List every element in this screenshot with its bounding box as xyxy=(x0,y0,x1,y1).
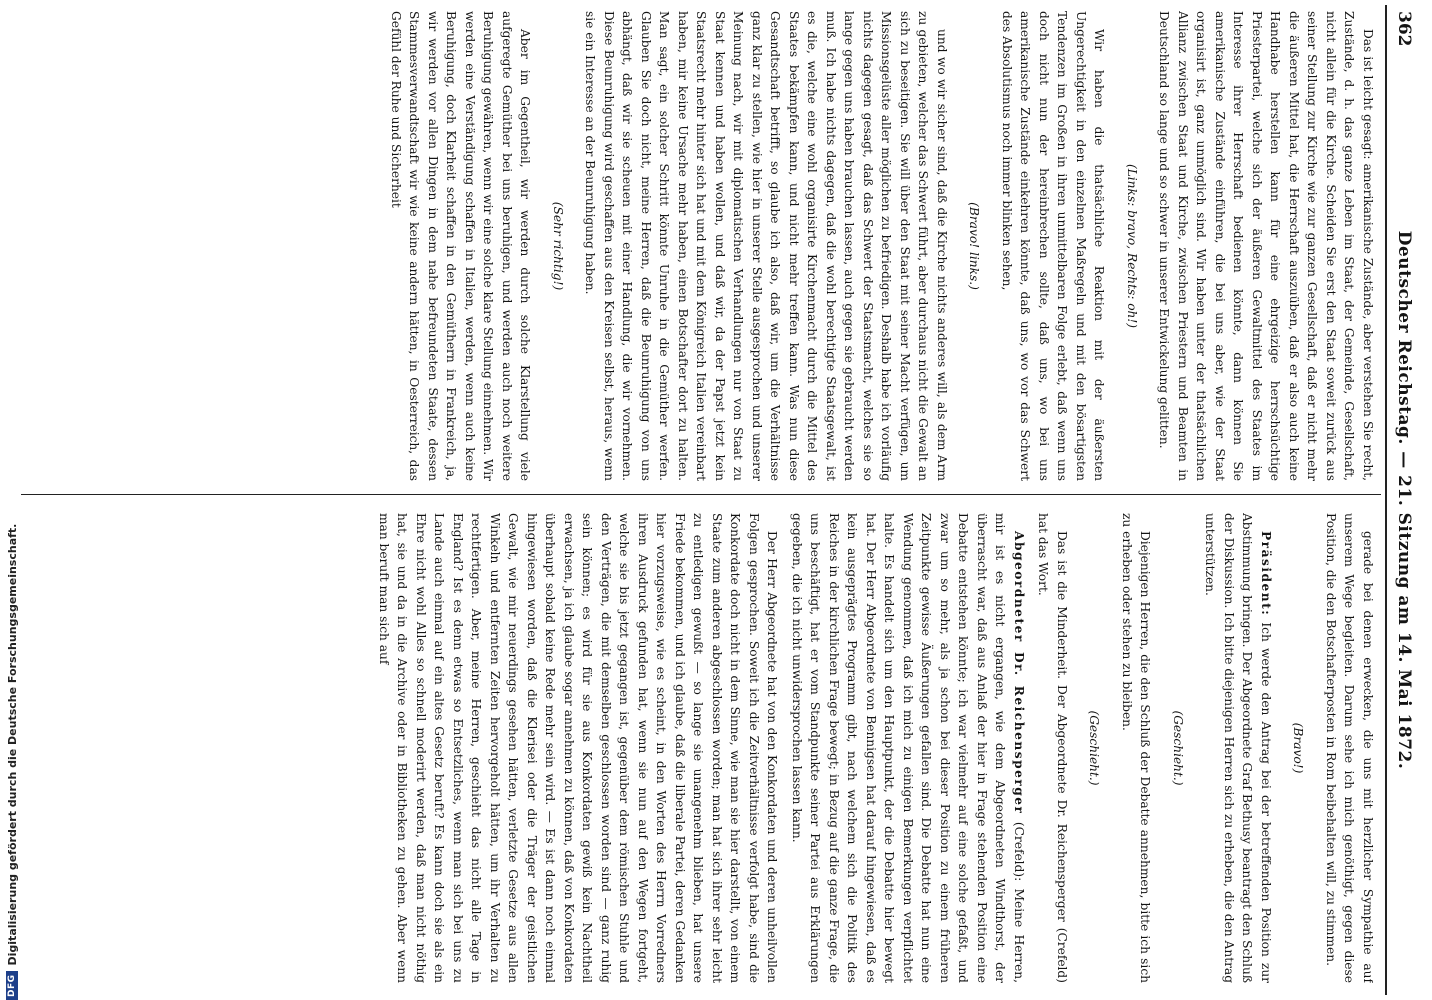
reaction-note: (Links: bravo, Rechts: oh!) xyxy=(1125,163,1139,329)
reaction-note: (Bravo! links.) xyxy=(967,202,982,290)
paragraph: Der Herr Abgeordnete hat von den Konkordaten und deren unheilvollen Folgen gesprochen. Soweit ich die Zeitverhältnisse verfolgt habe, sind die Konkordate doch nicht in dem Sinne, wie man sie hier darstellt, von einem Staate zum anderen abgeschlossen worden; man hat sich ihrer sehr leicht zu entledigen gewußt — so lange sie unangenehm blieben, hat unsere Friede bekommen, und ich glaube, daß die liberale Partei, deren Gedanken hier vorzugsweise, wie es scheint, in den Worten des Herrn Vorredners ihren Ausdruck gefunden hat, wenn sie nun auf den Wegen fortgeht, welche sie bis jetzt gegangen ist, gegenüber dem römischen Stuhle und den Verträgen, die mit demselben geschlossen worden sind — ganz ruhig sein können; es wird für sie aus Konkordaten gewiß kein Nachtheil erwachsen, ja ich glaube sogar annehmen zu können, daß von Konkordaten überhaupt sobald keine Rede mehr sein wird. — Es ist dann noch einmal hingewiesen worden, daß die Klerisei oder die Träger der geistlichen Gewalt, wie mir neuerdings gesehen hätten, verletzte Gesetze aus allen Winkeln und entfernten Zeiten hervorgeholt hätten, um ihr Verhalten zu rechtfertigen. Aber, meine Herren, geschieht das nicht alle Tage in England? Ist es denn etwas so Entsetzliches, wenn man sich bei uns zu Lande auch einmal auf ein altes Gesetz beruft? Es kann doch sie als ein Ehre nicht wohl Alles so schnell moderirt werden, daß man nicht nöthig hat, sie und da in die Archive oder in Bibliotheken zu gehen. Aber wenn man beruft man sich auf xyxy=(377,513,780,983)
dfg-logo: DFG xyxy=(6,971,18,1000)
paragraph: gerade bei denen erwecken, die uns mit herzlicher Sympathie auf unserem Wege begleiten. Darum sehe ich mich genöthigt, gegen diese Position, die den Botschafterposten in Rom beibehalten will, zu stimmen. xyxy=(1324,513,1375,983)
paragraph: Aber im Gegentheil, wir werden durch solche Klarstellung viele aufgeregte Gemüther bei uns beruhigen, und werden auch noch weitere Beruhigung gewähren, wenn wir eine solche klare Stellung einnehmen. Wir werden eine Verständigung schaffen in Italien, werden, wenn auch keine Beruhigung, doch Klarheit schaffen in den Gemüthern in Frankreich, ja, wir werden vor allen Dingen in dem nahe befreundeten Staate, dessen Stammesverwandtschaft wir wie keine andern hätten, in Oesterreich, das Gefühl der Ruhe und Sicherheit xyxy=(389,11,533,481)
right-column xyxy=(27,513,1377,983)
paragraph xyxy=(788,513,1029,983)
reaction-note: (Geschieht.) xyxy=(1171,710,1185,786)
paragraph: Das ist die Minderheit. Der Abgeordnete Dr. Reichensperger (Crefeld) hat das Wort. xyxy=(1036,513,1069,983)
column-divider xyxy=(21,494,1381,495)
paragraph: Wir haben die thatsächliche Reaktion mit der äußersten Ungerechtigkeit in den einzelnen Maßregeln und mit den bösartigsten Tendenzen im Großen in ihren unmittelbaren Folge erlebt, daß wenn uns doch nicht nun der hereinbrechen sollte, daß uns, wo bei uns amerikanische Zustände einkehren könnte, daß uns, wo vor das Schwert des Absolutismus noch immer blinken sehen, xyxy=(1000,11,1107,481)
reaction-note: (Geschieht.) xyxy=(1087,710,1102,786)
paragraph xyxy=(1201,513,1275,983)
page-number: 362 xyxy=(1394,11,1414,47)
paragraph: Das ist leicht gesagt: amerikanische Zustände, aber verstehen Sie recht, Zustände, d. h. das ganze Leben im Staat, der Gemeinde, Gesellschaft, nicht allein für die Kirche. Scheiden Sie erst den Staat soweit zurück aus seiner Stellung zur Kirche wie zur ganzen Gesellschaft, daß er nicht mehr die äußeren Mittel hat, die Herrschaft auszuüben, daß er also auch keine Handhabe herstellen kann für eine ehrgeizige herrschsüchtige Priesterpartei, welche sich der äußeren Gewaltmittel des Staates im Interesse ihrer Herrschaft bedienen könnte, dann können Sie amerikanische Zustände einführen, die bei uns aber, wie der Staat organisirt ist, ganz unmöglich sind. Wir haben unter der thatsächlichen Allianz zwischen Staat und Kirche, zwischen Priestern und Beamten in Deutschland so lange und so schwer in unserer Entwickelung gelitten. xyxy=(1157,11,1375,481)
credit-text: Digitalisierung gefördert durch die Deutsche Forschungsgemeinschaft. xyxy=(5,523,19,966)
speech-text: (Crefeld): Meine Herren, mir ist es nicht ergangen, wie dem Abgeordneten Windthorst, der überrascht war, daß aus Anlaß der hier in Frage stehenden Position eine Debatte entstehen könnte; ich war vielmehr auf eine solche gefaßt, und zwar um so mehr, als ja schon bei dieser Position zu einem früheren Zeitpunkte gewisse Äußerungen gefallen sind. Die Debatte hat nun eine Wendung genommen, daß ich mich zu einigen Bemerkungen verpflichtet halte. Es handelt sich um den Hauptpunkt, der die Debatte hier bewegt hat. Der Herr Abgeordnete von Bennigsen hat darauf hingewiesen, daß es kein ausgeprägtes Programm gibt, nach welchem sich die Politik des Reiches in der kirchlichen Frage bewegt; in Bezug auf die ganze Frage, die uns beschäftigt, hat er vom Standpunkte seiner Partei aus Erklärungen gegeben, die ich nicht unwidersprochen lassen kann. xyxy=(790,513,1026,983)
reaction-note: (Sehr richtig!) xyxy=(551,201,565,291)
reaction-note: (Bravo!) xyxy=(1291,722,1306,774)
running-header xyxy=(1385,5,1421,995)
left-column xyxy=(27,11,1377,481)
running-title: Deutscher Reichstag. — 21. Sitzung am 14. Mai 1872. xyxy=(1394,230,1414,770)
paragraph: Diejenigen Herren, die den Schluß der Debatte annehmen, bitte ich sich zu erheben oder stehen zu bleiben. xyxy=(1120,513,1153,983)
speaker-label: Abgeordneter Dr. Reichensperger xyxy=(1012,531,1026,815)
speech-text: Ich werde den Antrag bei der betreffenden Position zur Abstimmung bringen. Der Abgeordnete Graf Bethusy beantragt den Schluß der Diskussion. Ich bitte diejenigen Herren sich zu erheben, die den Antrag unterstützen. xyxy=(1203,513,1273,983)
paragraph: und wo wir sicher sind, daß die Kirche nichts anderes will, als dem Arm zu gebieten, welcher das Schwert führt, aber durchaus nicht die Gewalt an sich zu beseitigen. Sie will über den Staat mit seiner Macht verfügen, um Missionsgelüste aller möglichen zu befriedigen. Deshalb habe ich vorläufig nichts dagegen gesagt, daß das Schwert der Staatsmacht, welches sie so lange gegen uns haben brauchen lassen, auch gegen sie gebraucht werden muß. Ich habe nichts dagegen, daß die wohl berechtigte Staatsgewalt, ist es die, welche eine wohl organisirte Kirchenmacht durch die Mittel des Staates bekämpfen kann, und nicht mehr treffen kann. Was nun diese Gesandtschaft betrifft, so glaube ich also, daß wir, um die Verhältnisse ganz klar zu stellen, wie hier in unserer Stelle ausgesprochen und unserer Meinung nach, wir mit diplomatischen Verhandlungen nur von Staat zu Staat kennen und haben wollen, und daß wir, da der Papst jetzt kein Staatsrecht mehr hinter sich hat und mit dem Königreich Italien vereinbart haben, mir keine Ursache mehr haben, einen Botschafter dort zu halten. Man sagt, ein solcher Schritt könnte Unruhe in die Gemüther werfen. Glauben Sie doch nicht, meine Herren, daß die Beunruhigung von uns abhängt, daß wir sie scheuen mit einer Handlung, die wir vornehmen. Diese Beunruhigung wird geschaffen aus den Kreisen selbst, heraus, wenn sie ein Interesse an der Beunruhigung haben. xyxy=(583,11,949,481)
speaker-label: Präsident: xyxy=(1259,531,1273,617)
digitization-credit xyxy=(2,0,22,1000)
rotated-print-page xyxy=(11,5,1421,995)
